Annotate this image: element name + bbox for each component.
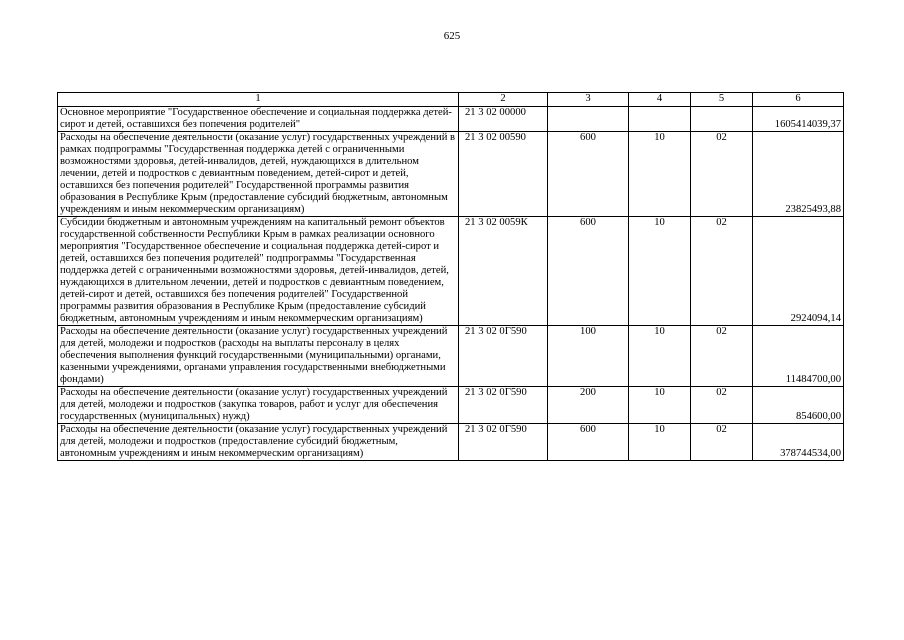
row-description: Расходы на обеспечение деятельности (оказание услуг) государственных учреждений для детей, молодежи и подростков (предоставление субсидий бюджетным, автономным учреждениям и иным некоммерческим организациям) [58,424,459,461]
header-col-4: 4 [629,93,691,107]
row-col4: 10 [629,217,691,326]
page-number: 625 [443,30,461,42]
row-col3: 600 [548,217,629,326]
header-col-5: 5 [691,93,753,107]
row-amount: 1605414039,37 [753,107,844,132]
row-code: 21 3 02 00590 [459,132,548,217]
header-col-6: 6 [753,93,844,107]
row-description: Основное мероприятие "Государственное обеспечение и социальная поддержка детей-сирот и детей, оставшихся без попечения родителей" [58,107,459,132]
row-col3 [548,107,629,132]
row-amount: 854600,00 [753,387,844,424]
table-row [58,387,844,424]
row-code: 21 3 02 0Г590 [459,387,548,424]
budget-table [57,92,844,461]
row-amount: 23825493,88 [753,132,844,217]
table-row [58,132,844,217]
table-row [58,107,844,132]
row-col3: 600 [548,424,629,461]
row-col4: 10 [629,326,691,387]
row-col4: 10 [629,424,691,461]
row-code: 21 3 02 0059К [459,217,548,326]
row-col4 [629,107,691,132]
row-description: Расходы на обеспечение деятельности (оказание услуг) государственных учреждений для детей, молодежи и подростков (расходы на выплаты персоналу в целях обеспечения выполнения функций государственными (муниципальными) органами, казенными учреждениями, органами управления государственными внебюджетными фондами) [58,326,459,387]
header-col-2: 2 [459,93,548,107]
row-col5: 02 [691,424,753,461]
row-amount: 11484700,00 [753,326,844,387]
row-col4: 10 [629,387,691,424]
row-description: Расходы на обеспечение деятельности (оказание услуг) государственных учреждений в рамках подпрограммы "Государственная поддержка детей с ограниченными возможностями здоровья, детей-инвалидов, детей, нуждающихся в длительном лечении, детей и подростков с девиантным поведением, детей-сирот и детей, оставшихся без попечения родителей" Государственной программы развития образования в Республике Крым (предоставление субсидий бюджетным, автономным учреждениям и иным некоммерческим организациям) [58,132,459,217]
row-col3: 600 [548,132,629,217]
row-col5: 02 [691,326,753,387]
table-header-row [58,93,844,107]
table-row [58,424,844,461]
row-col5: 02 [691,132,753,217]
row-amount: 378744534,00 [753,424,844,461]
table-row [58,326,844,387]
table-row [58,217,844,326]
row-col4: 10 [629,132,691,217]
row-description: Субсидии бюджетным и автономным учреждениям на капитальный ремонт объектов государственной собственности Республики Крым в рамках реализации основного мероприятия "Государственное обеспечение и социальная поддержка детей-сирот и детей, оставшихся без попечения родителей" подпрограммы "Государственная поддержка детей с ограниченными возможностями здоровья, детей-инвалидов, детей, нуждающихся в длительном лечении, детей и подростков с девиантным поведением, детей-сирот и детей, оставшихся без попечения родителей" Государственной программы развития образования в Республике Крым (предоставление субсидий бюджетным, автономным учреждениям и иным некоммерческим организациям) [58,217,459,326]
row-code: 21 3 02 00000 [459,107,548,132]
row-description: Расходы на обеспечение деятельности (оказание услуг) государственных учреждений для детей, молодежи и подростков (закупка товаров, работ и услуг для обеспечения государственных (муниципальных) нужд) [58,387,459,424]
header-col-3: 3 [548,93,629,107]
row-code: 21 3 02 0Г590 [459,326,548,387]
row-col3: 200 [548,387,629,424]
row-col3: 100 [548,326,629,387]
row-amount: 2924094,14 [753,217,844,326]
header-col-1: 1 [58,93,459,107]
row-col5: 02 [691,217,753,326]
row-col5 [691,107,753,132]
row-col5: 02 [691,387,753,424]
row-code: 21 3 02 0Г590 [459,424,548,461]
